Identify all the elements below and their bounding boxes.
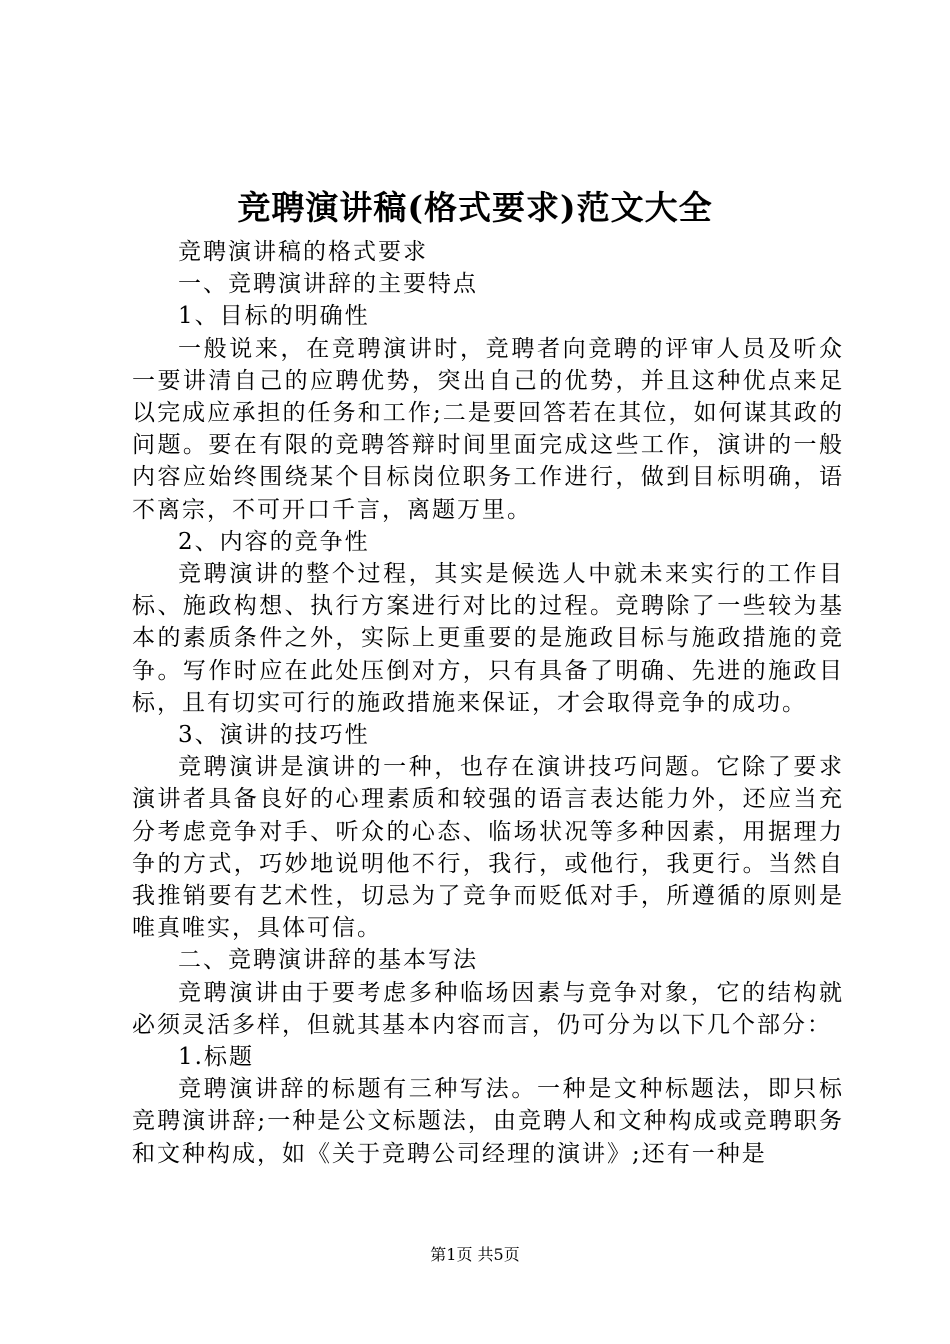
- paragraph: 竞聘演讲辞的标题有三种写法。一种是文种标题法，即只标竞聘演讲辞;一种是公文标题法，由竞聘人和文种构成或竞聘职务和文种构成，如《关于竞聘公司经理的演讲》;还有一种是: [132, 1076, 844, 1167]
- section-heading: 二、竞聘演讲辞的基本写法: [178, 947, 478, 974]
- document-title: 竞聘演讲稿(格式要求)范文大全: [237, 188, 713, 227]
- page-footer: 第1页 共5页: [430, 1245, 520, 1264]
- subsection-heading: 1.标题: [178, 1044, 254, 1071]
- paragraph: 竞聘演讲是演讲的一种，也存在演讲技巧问题。它除了要求演讲者具备良好的心理素质和较强的语言表达能力外，还应当充分考虑竞争对手、听众的心态、临场状况等多种因素，用据理力争的方式，巧妙地说明他不行，我行，或他行，我更行。当然自我推销要有艺术性，切忌为了竞争而贬低对手，所遵循的原则是唯真唯实，具体可信。: [132, 754, 844, 942]
- subsection-heading: 3、演讲的技巧性: [178, 722, 370, 749]
- subsection-heading: 1、目标的明确性: [178, 303, 370, 330]
- section-heading: 一、竞聘演讲辞的主要特点: [178, 271, 478, 298]
- document-body: [132, 236, 844, 1170]
- paragraph: 竞聘演讲由于要考虑多种临场因素与竞争对象，它的结构就必须灵活多样，但就其基本内容而言，仍可分为以下几个部分：: [132, 979, 844, 1038]
- paragraph: 竞聘演讲稿的格式要求: [178, 239, 428, 265]
- subsection-heading: 2、内容的竞争性: [178, 528, 370, 555]
- paragraph: 一般说来，在竞聘演讲时，竞聘者向竞聘的评审人员及听众一要讲清自己的应聘优势，突出自己的优势，并且这种优点来足以完成应承担的任务和工作;二是要回答若在其位，如何谋其政的问题。要在有限的竞聘答辩时间里面完成这些工作，演讲的一般内容应始终围绕某个目标岗位职务工作进行，做到目标明确，语不离宗，不可开口千言，离题万里。: [132, 335, 844, 523]
- paragraph: 竞聘演讲的整个过程，其实是候选人中就未来实行的工作目标、施政构想、执行方案进行对比的过程。竞聘除了一些较为基本的素质条件之外，实际上更重要的是施政目标与施政措施的竞争。写作时应在此处压倒对方，只有具备了明确、先进的施政目标，且有切实可行的施政措施来保证，才会取得竞争的成功。: [132, 561, 844, 716]
